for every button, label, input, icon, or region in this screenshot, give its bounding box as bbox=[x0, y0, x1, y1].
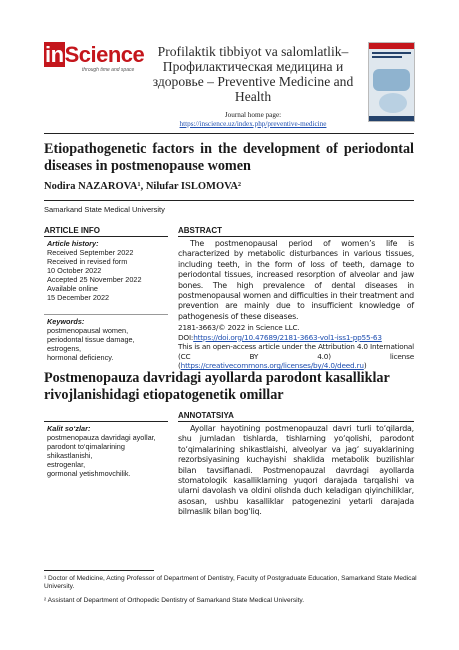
journal-title: Profilaktik tibbiyot va salomlatlik– Профилактическая медицина и здоровье – Preventive Medicine and Health bbox=[152, 44, 354, 104]
logo-prefix: in bbox=[45, 42, 64, 67]
copyright-block bbox=[178, 323, 414, 371]
keyword: periodontal tissue damage, bbox=[47, 335, 135, 344]
history-line: 15 December 2022 bbox=[47, 293, 110, 302]
article-info-heading: ARTICLE INFO bbox=[44, 226, 100, 235]
affiliation: Samarkand State Medical University bbox=[44, 205, 165, 214]
license-close: ) bbox=[363, 361, 367, 371]
abstract-text: The postmenopausal period of women’s life is characterized by metabolic disturbances in various tissues, including teeth, in the form of loss of teeth, damage to periodontal tissues, increased resorption of alveolar and jaw bones. The high prevalence of dental diseases in postmenopausal women and difficulties in their treatment and prevention are mainly due to insufficient knowledge of pathogenesis of these diseases. bbox=[178, 239, 414, 321]
doi-label: DOI: bbox=[178, 332, 194, 342]
article-history bbox=[47, 239, 167, 302]
article-info-divider bbox=[44, 236, 168, 237]
inscience-logo bbox=[44, 44, 144, 84]
keyword: estrogens, bbox=[47, 344, 82, 353]
uz-keywords-divider bbox=[44, 421, 168, 422]
uz-keyword: gormonal yetishmovchilik. bbox=[47, 469, 131, 478]
footnote-divider bbox=[44, 570, 154, 571]
footnote-1: ¹ Doctor of Medicine, Acting Professor of Department of Dentistry, Faculty of Postgraduate Education, Samarkand State Medical University. bbox=[44, 575, 417, 591]
history-line: Received September 2022 bbox=[47, 248, 134, 257]
doi-line bbox=[178, 333, 414, 343]
uz-keyword: estrogenlar, bbox=[47, 460, 86, 469]
keyword: hormonal deficiency. bbox=[47, 353, 114, 362]
history-line: Received in revised form bbox=[47, 257, 128, 266]
journal-cover-image bbox=[368, 42, 415, 122]
uzbek-title: Postmenopauza davridagi ayollarda parodont kasalliklar rivojlanishidagi etiopatogenetik omillar bbox=[44, 370, 390, 403]
uz-keyword: postmenopauza davridagi ayollar, bbox=[47, 433, 156, 442]
keywords-block bbox=[47, 317, 167, 362]
footnote-2: ² Assistant of Department of Orthopedic Dentistry of Samarkand State Medical University. bbox=[44, 597, 305, 604]
article-title: Etiopathogenetic factors in the development of periodontal diseases in postmenopause women bbox=[44, 141, 414, 174]
homepage-link[interactable]: https://inscience.uz/index.php/preventive-medicine bbox=[179, 120, 327, 128]
issn-line: 2181-3663/© 2022 in Science LLC. bbox=[178, 323, 300, 332]
keywords-divider bbox=[44, 314, 168, 315]
annotation-divider bbox=[178, 421, 414, 422]
doi-link[interactable]: https://doi.org/10.47689/2181-3663-vol1-iss1-pp55-63 bbox=[193, 332, 382, 342]
logo-tagline: through time and space bbox=[82, 67, 135, 73]
abstract-divider bbox=[178, 236, 414, 237]
annotation-text: Ayollar hayotining postmenopauzal davri turli to‘qilarda, shu jumladan tishlarda, tishlarning yo‘qolishi, parodont to‘qimalarining shikastlaishi, alveolyar va jag‘ suyaklarining rezorbsiyasining kuchayishi shaklida metabolik buzilishlar bilan tavsiflanadi. Postmenopauzal davrdagi ayollarda stomatologik kasalliklarning yuqori darajada tarqalishi va ularni davolash va oldini olishda duch keladigan qiyinchiliklar, asosan, ushbu kasalliklar patogenezini yetarli darajada bilmaslik bilan bog‘liq. bbox=[178, 424, 414, 517]
journal-homepage bbox=[150, 111, 356, 129]
homepage-label: Journal home page: bbox=[224, 111, 282, 119]
history-line: Accepted 25 November 2022 bbox=[47, 275, 142, 284]
license-text: This is an open-access article under the Attribution 4.0 International (CC BY 4.0) license ( bbox=[178, 342, 414, 371]
logo-suffix: Science bbox=[64, 42, 145, 67]
keyword: postmenopausal women, bbox=[47, 326, 129, 335]
license-line bbox=[178, 342, 414, 371]
history-line: 10 October 2022 bbox=[47, 266, 102, 275]
keywords-label: Keywords: bbox=[47, 317, 85, 326]
uzbek-keywords-block bbox=[47, 424, 167, 478]
license-link[interactable]: https://creativecommons.org/licenses/by/4.0/deed.ru bbox=[180, 361, 364, 371]
authors: Nodira NAZAROVA¹, Nilufar ISLOMOVA² bbox=[44, 181, 242, 192]
uz-keyword: parodont to‘qimalarining shikastlanishi, bbox=[47, 442, 125, 460]
uz-keywords-label: Kalit so‘zlar: bbox=[47, 424, 91, 433]
authors-divider bbox=[44, 200, 414, 201]
header-divider bbox=[44, 133, 414, 134]
abstract-heading: ABSTRACT bbox=[178, 226, 222, 235]
logo-wordmark bbox=[44, 44, 144, 66]
history-line: Available online bbox=[47, 284, 98, 293]
history-label: Article history: bbox=[47, 239, 99, 248]
annotation-heading: ANNOTATSIYA bbox=[178, 411, 234, 420]
